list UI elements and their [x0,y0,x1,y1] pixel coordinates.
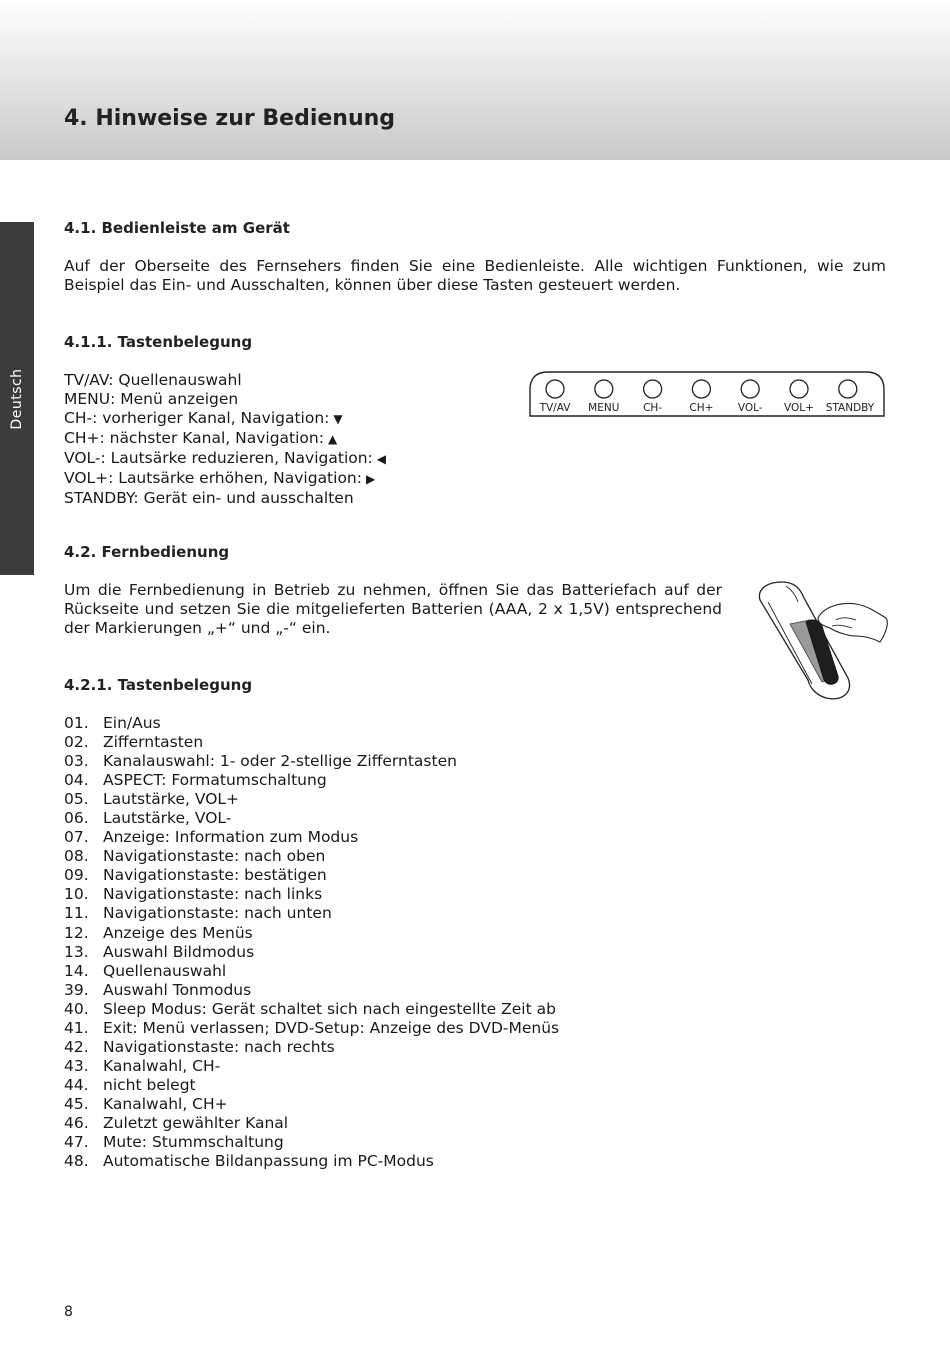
panel-key-item [64,469,386,489]
panel-button [790,380,808,398]
panel-button-label: STANDBY [825,402,875,414]
page-header [0,0,950,160]
remote-key-item [64,1114,559,1133]
remote-key-text: Anzeige: Information zum Modus [103,828,359,847]
panel-key-item [64,371,386,390]
panel-button-label: CH- [643,402,663,414]
remote-key-number: 46. [64,1113,89,1132]
remote-key-item [64,1152,559,1171]
panel-button [595,380,613,398]
section-heading-4-1-1: 4.1.1. Tastenbelegung [64,333,253,351]
navigation-arrow-icon: ▲ [327,432,338,446]
panel-key-list [64,371,386,508]
remote-key-text: Lautstärke, VOL- [103,809,232,828]
remote-key-text: Anzeige des Menüs [103,923,253,942]
remote-key-number: 48. [64,1152,89,1171]
panel-button-label: TV/AV [539,402,571,414]
remote-key-number: 42. [64,1037,89,1056]
remote-key-text: Automatische Bildanpassung im PC-Modus [103,1152,434,1171]
remote-key-text: Kanalauswahl: 1- oder 2-stellige Zifferntasten [103,752,457,771]
remote-key-item [64,943,559,962]
page-number: 8 [64,1304,73,1320]
remote-key-item [64,809,559,828]
remote-key-item [64,1000,559,1019]
hand-outline [818,604,887,642]
remote-key-number: 01. [64,714,89,732]
remote-key-text: Sleep Modus: Gerät schaltet sich nach eingestellte Zeit ab [103,999,556,1018]
remote-key-item [64,962,559,981]
panel-button [546,380,564,398]
remote-battery-illustration [752,580,892,705]
language-tab-label: Deutsch [9,367,25,430]
remote-key-number: 10. [64,885,89,904]
remote-key-list [64,714,559,1171]
navigation-arrow-icon: ◀ [376,452,387,466]
remote-key-text: Navigationstaste: nach rechts [103,1037,335,1056]
remote-key-text: Zuletzt gewählter Kanal [103,1113,289,1132]
remote-key-number: 39. [64,980,89,999]
remote-key-item [64,771,559,790]
remote-key-number: 45. [64,1094,89,1113]
remote-key-number: 11. [64,904,89,923]
panel-key-text: VOL-: Lautsärke reduzieren, Navigation: [64,449,373,467]
panel-key-text: CH-: vorheriger Kanal, Navigation: [64,409,330,427]
remote-key-text: Ein/Aus [103,714,161,732]
panel-key-item [64,489,386,508]
remote-key-item [64,885,559,904]
panel-button [644,380,662,398]
panel-button-label: CH+ [689,402,714,414]
section-heading-4-2: 4.2. Fernbedienung [64,543,230,561]
section-heading-4-1: 4.1. Bedienleiste am Gerät [64,219,290,237]
panel-key-text: MENU: Menü anzeigen [64,390,239,408]
remote-key-number: 14. [64,961,89,980]
remote-key-text: nicht belegt [103,1075,196,1094]
panel-key-text: VOL+: Lautsärke erhöhen, Navigation: [64,469,362,487]
remote-key-text: Mute: Stummschaltung [103,1133,284,1152]
remote-key-text: Auswahl Bildmodus [103,942,255,961]
remote-key-number: 02. [64,733,89,752]
remote-key-number: 44. [64,1075,89,1094]
panel-button [741,380,759,398]
remote-key-item [64,752,559,771]
panel-key-item [64,390,386,409]
remote-key-item [64,1076,559,1095]
remote-key-item [64,1133,559,1152]
remote-key-item [64,866,559,885]
remote-key-item [64,1019,559,1038]
remote-key-item [64,924,559,943]
section-heading-4-2-1: 4.2.1. Tastenbelegung [64,676,253,694]
remote-key-number: 08. [64,847,89,866]
remote-key-number: 07. [64,828,89,847]
remote-key-text: Navigationstaste: nach links [103,885,323,904]
panel-button-label: VOL+ [784,402,814,414]
remote-key-text: Kanalwahl, CH+ [103,1094,228,1113]
language-tab [0,222,34,575]
remote-key-item [64,981,559,1000]
remote-key-text: Lautstärke, VOL+ [103,790,240,809]
panel-button-label: MENU [588,402,620,414]
remote-key-number: 09. [64,866,89,885]
panel-key-item [64,429,386,449]
remote-key-item [64,828,559,847]
remote-key-number: 47. [64,1133,89,1152]
remote-key-number: 43. [64,1056,89,1075]
remote-key-item [64,714,559,733]
remote-key-item [64,1057,559,1076]
remote-key-item [64,1095,559,1114]
panel-button [839,380,857,398]
remote-key-text: Exit: Menü verlassen; DVD-Setup: Anzeige des DVD-Menüs [103,1018,560,1037]
remote-key-number: 40. [64,999,89,1018]
remote-key-text: Quellenauswahl [103,961,227,980]
panel-key-text: CH+: nächster Kanal, Navigation: [64,429,324,447]
panel-key-text: TV/AV: Quellenauswahl [64,371,242,389]
section-4-1-intro: Auf der Oberseite des Fernsehers finden Sie eine Bedienleiste. Alle wichtigen Funktionen, wie zum Beispiel das Ein- und Ausschalten, können über diese Tasten gesteuert werden. [64,257,886,294]
remote-key-number: 03. [64,752,89,771]
remote-key-text: Navigationstaste: nach unten [103,904,332,923]
control-panel-diagram [528,370,886,420]
remote-key-item [64,1038,559,1057]
remote-key-item [64,847,559,866]
page-title: 4. Hinweise zur Bedienung [64,106,396,131]
panel-key-item [64,449,386,469]
remote-key-number: 41. [64,1018,89,1037]
remote-key-text: Kanalwahl, CH- [103,1056,221,1075]
remote-key-number: 06. [64,809,89,828]
remote-key-number: 05. [64,790,89,809]
navigation-arrow-icon: ▼ [333,412,343,426]
remote-key-item [64,733,559,752]
remote-key-text: Navigationstaste: nach oben [103,847,326,866]
navigation-arrow-icon: ▶ [365,472,376,486]
remote-key-number: 04. [64,771,89,790]
remote-key-text: Zifferntasten [103,733,204,752]
panel-button [692,380,710,398]
section-4-2-intro: Um die Fernbedienung in Betrieb zu nehmen, öffnen Sie das Batteriefach auf der Rückseite und setzen Sie die mitgelieferten Batterien (AAA, 2 x 1,5V) entsprechend der Markierungen „+“ und „-“ ein. [64,581,722,637]
remote-key-text: Navigationstaste: bestätigen [103,866,327,885]
remote-key-item [64,790,559,809]
panel-button-label: VOL- [737,402,763,414]
remote-key-item [64,904,559,923]
remote-key-text: Auswahl Tonmodus [103,980,252,999]
remote-key-number: 12. [64,923,89,942]
panel-key-text: STANDBY: Gerät ein- und ausschalten [64,489,354,507]
remote-key-text: ASPECT: Formatumschaltung [103,771,327,790]
remote-key-number: 13. [64,942,89,961]
panel-key-item [64,409,386,429]
